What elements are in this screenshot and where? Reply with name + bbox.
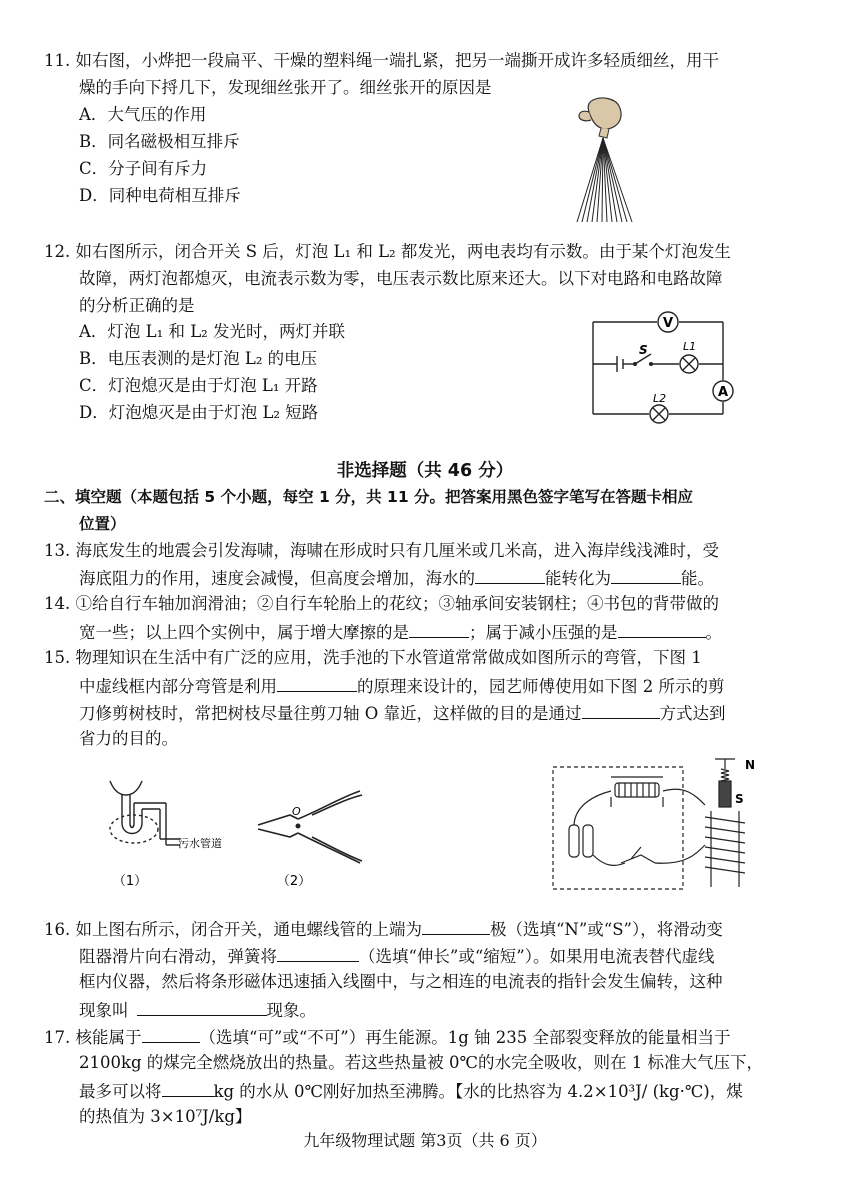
q16-line4 — [79, 998, 316, 1022]
q15-text-b: 的原理来设计的，园艺师傅使用如下图 2 所示的剪 — [357, 677, 725, 696]
scissors-figure — [252, 785, 372, 893]
q16-line1 — [44, 917, 723, 941]
q13-line1: 13. 海底发生的地震会引发海啸，海啸在形成时只有几厘米或几米高，进入海岸线浅滩时，受 — [44, 541, 719, 560]
q11-option-a: A．大气压的作用 — [79, 105, 207, 124]
q13-text-a: 海底阻力的作用，速度会减慢，但高度会增加，海水的 — [79, 569, 475, 588]
q14-text-b: ；属于减小压强的是 — [469, 623, 618, 642]
q16-text-a: 16. 如上图右所示，闭合开关，通电螺线管的上端为 — [44, 920, 422, 939]
lamp1-label: L1 — [683, 340, 697, 353]
q11-option-c: C．分子间有斥力 — [79, 159, 208, 178]
q17-text-a: 17. 核能属于 — [44, 1028, 142, 1047]
q15-blank-2[interactable] — [582, 701, 660, 719]
ammeter-label: A — [717, 385, 729, 400]
q13-text-c: 能。 — [681, 569, 714, 588]
section-title: 非选择题（共 46 分） — [336, 461, 514, 481]
q12-option-d: D．灯泡熄灭是由于灯泡 L₂ 短路 — [79, 403, 319, 422]
voltmeter-label: V — [662, 316, 674, 331]
q16-blank-3[interactable] — [137, 998, 267, 1016]
q16-text-e: 现象叫 — [79, 1001, 129, 1020]
q17-line4: 的热值为 3×10⁷J/kg】 — [79, 1107, 252, 1126]
q15-line4: 省力的目的。 — [79, 729, 178, 748]
q12-line1: 12. 如右图所示，闭合开关 S 后，灯泡 L₁ 和 L₂ 都发光，两电表均有示数。由于某个灯泡发生 — [44, 242, 731, 261]
magnet-pole-s: S — [735, 792, 744, 806]
scissors-axis-label: O — [292, 805, 301, 818]
q14-line2 — [79, 620, 722, 644]
q11-line1: 11. 如右图，小烨把一段扁平、干燥的塑料绳一端扎紧，把另一端撕开成许多轻质细丝，用干 — [44, 51, 719, 70]
fig1-caption: （1） — [112, 874, 148, 889]
q16-text-b: 极（选填“N”或“S”），将滑动变 — [490, 920, 723, 939]
q15-text-d: 方式达到 — [659, 704, 726, 723]
q15-text-c: 刀修剪树枝时，常把树枝尽量往剪刀轴 O 靠近，这样做的目的是通过 — [79, 704, 582, 723]
q16-line2 — [79, 944, 715, 968]
q16-line3: 框内仪器，然后将条形磁体迅速插入线圈中，与之相连的电流表的指针会发生偏转，这种 — [79, 972, 723, 991]
q17-line3 — [79, 1079, 743, 1103]
q11-option-b: B．同名磁极相互排斥 — [79, 132, 240, 151]
q17-text-b: （选填“可”或“不可”）再生能源。1g 铀 235 全部裂变释放的能量相当于 — [199, 1028, 731, 1047]
hand-strips-figure — [565, 96, 645, 224]
q15-line1: 15. 物理知识在生活中有广泛的应用，洗手池的下水管道常常做成如图所示的弯管，下图 1 — [44, 648, 702, 667]
q14-text-c: 。 — [705, 623, 722, 642]
q14-blank-1[interactable] — [409, 620, 469, 638]
q12-line3: 的分析正确的是 — [79, 296, 195, 315]
q13-text-b: 能转化为 — [545, 569, 611, 588]
section-header-line1: 二、填空题（本题包括 5 个小题，每空 1 分，共 11 分。把答案用黑色签字笔写在答题卡相应 — [44, 488, 694, 506]
q16-text-c: 阻器滑片向右滑动，弹簧将 — [79, 947, 277, 966]
q17-blank-2[interactable] — [162, 1079, 214, 1097]
sink-trap-figure — [100, 775, 250, 893]
lamp2-label: L2 — [653, 392, 667, 405]
q14-line1: 14. ①给自行车轴加润滑油；②自行车轮胎上的花纹；③轴承间安装钢柱；④书包的背带做的 — [44, 594, 719, 613]
q12-option-a: A．灯泡 L₁ 和 L₂ 发光时，两灯并联 — [79, 322, 346, 341]
q14-text-a: 宽一些；以上四个实例中，属于增大摩擦的是 — [79, 623, 409, 642]
page-footer: 九年级物理试题 第3页（共 6 页） — [303, 1131, 547, 1150]
q16-blank-2[interactable] — [277, 944, 359, 962]
q12-line2: 故障，两灯泡都熄灭，电流表示数为零，电压表示数比原来还大。以下对电路和电路故障 — [79, 269, 723, 288]
q16-text-f: 现象。 — [266, 1001, 316, 1020]
q15-line3 — [79, 701, 726, 725]
q12-option-c: C．灯泡熄灭是由于灯泡 L₁ 开路 — [79, 376, 318, 395]
q14-blank-2[interactable] — [618, 620, 706, 638]
q17-text-c: 最多可以将 — [79, 1082, 162, 1101]
q16-text-d: （选填“伸长”或“缩短”）。如果用电流表替代虚线 — [359, 947, 715, 966]
q13-blank-2[interactable] — [611, 566, 681, 584]
magnet-pole-n: N — [745, 758, 755, 772]
q17-line1 — [44, 1025, 731, 1049]
q15-text-a: 中虚线框内部分弯管是利用 — [79, 677, 277, 696]
q15-blank-1[interactable] — [277, 674, 357, 692]
q17-text-d: kg 的水从 0℃刚好加热至沸腾。【水的比热容为 4.2×10³J/ (kg·℃)，煤 — [213, 1082, 743, 1101]
q13-blank-1[interactable] — [475, 566, 545, 584]
drain-pipe-label: 污水管道 — [178, 837, 222, 850]
q12-option-b: B．电压表测的是灯泡 L₂ 的电压 — [79, 349, 318, 368]
electromagnet-figure — [545, 755, 755, 895]
q17-line2: 2100kg 的煤完全燃烧放出的热量。若这些热量被 0℃的水完全吸收，则在 1 标准大气压下， — [79, 1053, 763, 1072]
q15-line2 — [79, 674, 725, 698]
fig2-caption: （2） — [276, 874, 312, 889]
circuit-diagram — [585, 306, 745, 426]
switch-label: S — [639, 343, 648, 357]
section-header-line2: 位置） — [79, 515, 126, 533]
q16-blank-1[interactable] — [422, 917, 490, 935]
q13-line2 — [79, 566, 714, 590]
q17-blank-1[interactable] — [142, 1025, 200, 1043]
q11-line2: 燥的手向下捋几下，发现细丝张开了。细丝张开的原因是 — [79, 78, 492, 97]
q11-option-d: D．同种电荷相互排斥 — [79, 186, 241, 205]
